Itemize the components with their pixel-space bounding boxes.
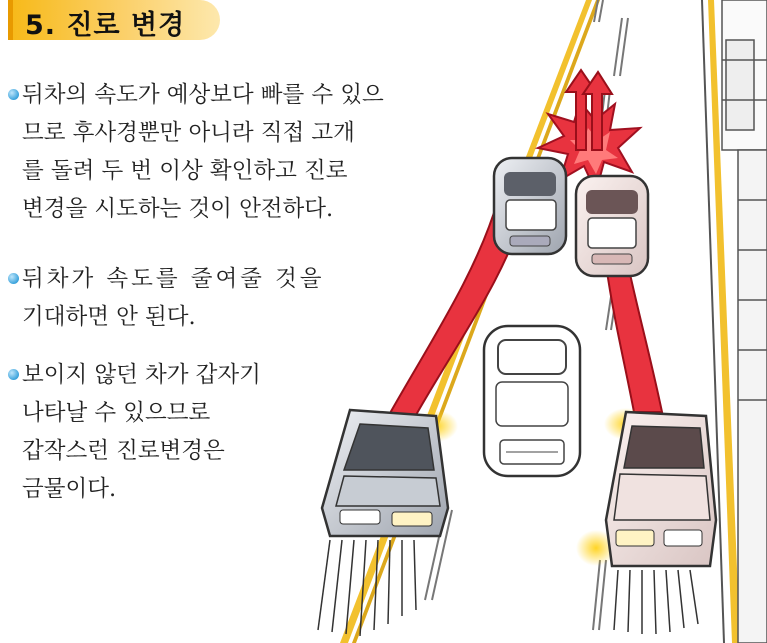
right-car-trajectory <box>606 265 662 412</box>
bullet-line: 나타날 수 있으므로 <box>22 400 211 426</box>
bullet-line: 기대하면 안 된다. <box>22 304 196 330</box>
car-top-right <box>576 176 648 276</box>
bullet-line: 금물이다. <box>22 476 117 502</box>
car-top-left <box>494 158 566 254</box>
bullet-line: 를 돌려 두 번 이상 확인하고 진로 <box>22 158 348 184</box>
bullet-line: 뒤차가 속도를 줄여줄 것을 <box>22 266 325 292</box>
bullet-line: 므로 후사경뿐만 아니라 직접 고개 <box>22 120 355 146</box>
car-bottom-left <box>322 410 448 536</box>
speed-lines-right <box>614 570 698 634</box>
bullet-line: 변경을 시도하는 것이 안전하다. <box>22 196 334 222</box>
section-title: 5. 진로 변경 <box>25 10 186 41</box>
bullet-line: 뒤차의 속도가 예상보다 빠를 수 있으 <box>22 82 384 108</box>
bullet-line: 갑작스런 진로변경은 <box>22 438 225 464</box>
car-bottom-right <box>606 412 716 566</box>
bullet-line: 보이지 않던 차가 갑자기 <box>22 362 261 388</box>
car-center <box>484 326 580 476</box>
